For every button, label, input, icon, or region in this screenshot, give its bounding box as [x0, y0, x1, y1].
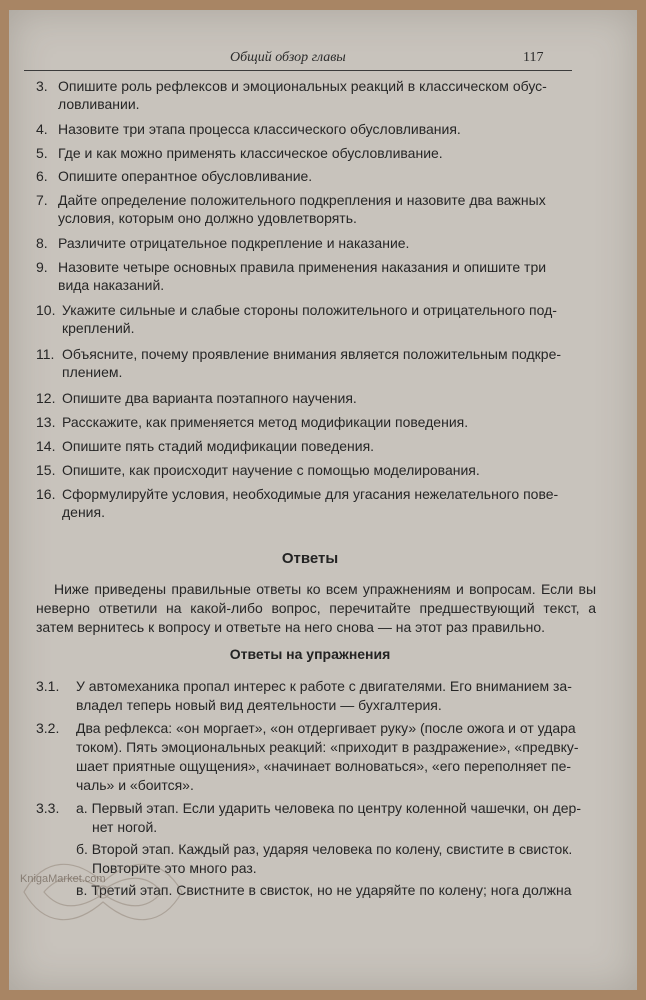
watermark-text: KnigaMarket.com — [20, 873, 106, 885]
answer-line: нет ногой. — [92, 819, 158, 835]
question-text: Опишите пять стадий модификации поведения. — [62, 438, 375, 454]
answer-number: 3.1. — [36, 678, 60, 694]
question-number: 11. — [36, 346, 55, 362]
question-item — [36, 77, 596, 113]
intro-line: Ниже приведены правильные ответы ко всем упражнениям и вопросам. Если — [54, 581, 574, 597]
answer-line: а. Первый этап. Если ударить человека по центру коленной чашечки, он дер- — [76, 800, 582, 816]
question-number: 13. — [36, 414, 56, 430]
question-number: 4. — [36, 121, 48, 137]
answer-line: током). Пять эмоциональных реакций: «приходит в раздражение», «предвку- — [76, 739, 579, 755]
question-text: Назовите четыре основных правила применения наказания и опишите три — [58, 259, 547, 275]
question-text: Расскажите, как применяется метод модификации поведения. — [62, 414, 469, 430]
question-text-cont: вида наказаний. — [58, 277, 165, 293]
question-item — [36, 258, 596, 294]
answer-number: 3.2. — [36, 720, 60, 736]
question-text-cont: плением. — [62, 364, 123, 380]
question-text: Опишите, как происходит научение с помощью моделирования. — [62, 462, 480, 478]
answer-line: владел теперь новый вид деятельности — бухгалтерия. — [76, 697, 442, 713]
question-text: Назовите три этапа процесса классического обусловливания. — [58, 121, 461, 137]
question-item — [36, 120, 596, 138]
question-item — [36, 191, 596, 227]
question-number: 3. — [36, 78, 48, 94]
question-number: 12. — [36, 390, 56, 406]
answer-line: Два рефлекса: «он моргает», «он отдергивает руку» (после ожога и от удара — [76, 720, 576, 736]
answer-item — [36, 677, 602, 715]
answer-item — [36, 719, 602, 795]
question-text: Опишите два варианта поэтапного научения. — [62, 390, 357, 406]
question-item — [36, 345, 596, 381]
question-item — [36, 485, 596, 521]
question-text: Различите отрицательное подкрепление и наказание. — [58, 235, 410, 251]
answer-line: шает приятные ощущения», «начинает волноваться», «его переполняет пе- — [76, 758, 572, 774]
answers-heading: Ответы — [281, 550, 339, 567]
question-text-cont: дения. — [62, 504, 105, 520]
question-text: Где и как можно применять классическое обусловливание. — [58, 145, 443, 161]
question-number: 14. — [36, 438, 56, 454]
question-text-cont: креплений. — [62, 320, 135, 336]
question-number: 15. — [36, 462, 56, 478]
question-item — [36, 413, 596, 431]
question-item — [36, 144, 596, 162]
running-head-title: Общий обзор главы — [230, 50, 346, 65]
question-item — [36, 234, 596, 252]
watermark-ornament-icon — [14, 852, 192, 932]
question-text: Объясните, почему проявление внимания является положительным подкре- — [62, 346, 562, 362]
question-text-cont: ловливании. — [58, 96, 140, 112]
answer-line: б. Второй этап. Каждый раз, ударяя человека по колену, свистите в свисток. — [76, 841, 573, 857]
question-text-cont: условия, которым оно должно удовлетворять. — [58, 210, 357, 226]
question-text: Дайте определение положительного подкрепления и назовите два важных — [58, 192, 546, 208]
question-text: Сформулируйте условия, необходимые для угасания нежелательного пове- — [62, 486, 559, 502]
question-number: 10. — [36, 302, 56, 318]
question-text: Опишите оперантное обусловливание. — [58, 168, 313, 184]
answers-intro — [36, 580, 596, 637]
question-item — [36, 389, 596, 407]
question-item — [36, 167, 596, 185]
question-text: Опишите роль рефлексов и эмоциональных реакций в классическом обус- — [58, 78, 547, 94]
intro-line: вы неверно ответили на какой-либо вопрос, перечитайте предшествующий текст, а — [36, 581, 596, 616]
answer-number: 3.3. — [36, 800, 60, 816]
question-number: 6. — [36, 168, 48, 184]
page-number: 117 — [523, 50, 544, 65]
answer-line: в. Третий этап. Свистните в свисток, но не ударяйте по колену; нога должна — [76, 882, 572, 898]
answer-line: Повторите это много раз. — [92, 860, 257, 876]
intro-line: затем вернитесь к вопросу и ответьте на него снова — на этот раз правильно. — [36, 619, 545, 635]
answer-line: чаль» и «боится». — [76, 777, 194, 793]
question-number: 9. — [36, 259, 48, 275]
question-number: 8. — [36, 235, 48, 251]
question-number: 7. — [36, 192, 48, 208]
question-number: 16. — [36, 486, 56, 502]
exercise-answers-heading: Ответы на упражнения — [229, 646, 391, 662]
question-number: 5. — [36, 145, 48, 161]
question-item — [36, 461, 596, 479]
question-item — [36, 301, 596, 337]
question-text: Укажите сильные и слабые стороны положительного и отрицательного под- — [62, 302, 557, 318]
answer-line: У автомеханика пропал интерес к работе с двигателями. Его вниманием за- — [76, 678, 572, 694]
question-item — [36, 437, 596, 455]
